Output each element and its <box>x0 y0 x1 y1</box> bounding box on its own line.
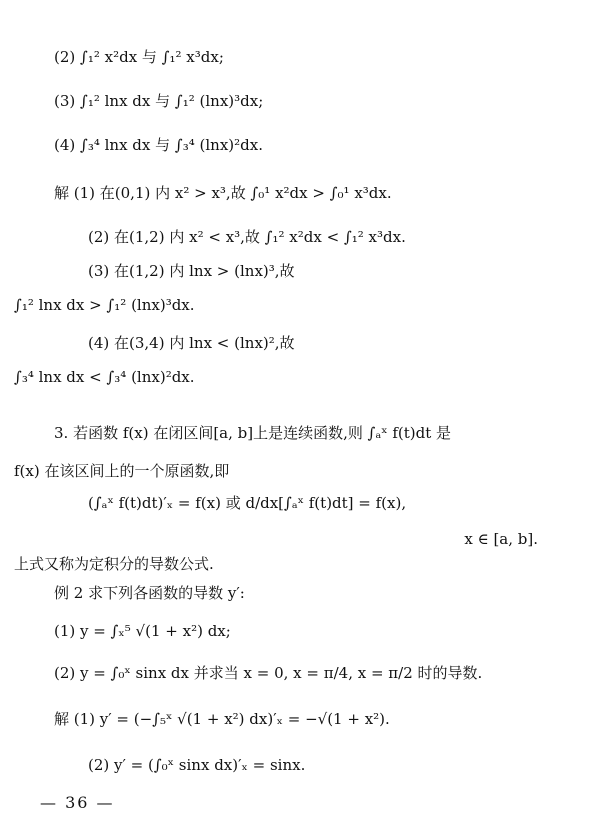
example-2-solution-2: (2) y′ = (∫₀ˣ sinx dx)′ₓ = sinx. <box>88 756 306 774</box>
solution-part-4-result: ∫₃⁴ lnx dx < ∫₃⁴ (lnx)²dx. <box>14 368 195 386</box>
derivative-formula: (∫ₐˣ f(t)dt)′ₓ = f(x) 或 d/dx[∫ₐˣ f(t)dt] = f(x), <box>88 494 407 512</box>
solution-part-1: 解 (1) 在(0,1) 内 x² > x³,故 ∫₀¹ x²dx > ∫₀¹ x³dx. <box>54 184 392 202</box>
example-2-heading: 例 2 求下列各函数的导数 y′: <box>54 584 245 602</box>
theorem-statement-cont: f(x) 在该区间上的一个原函数,即 <box>14 462 230 480</box>
solution-part-4: (4) 在(3,4) 内 lnx < (lnx)²,故 <box>88 334 295 352</box>
formula-name-note: 上式又称为定积分的导数公式. <box>14 555 214 573</box>
example-2-item-1: (1) y = ∫ₓ⁵ √(1 + x²) dx; <box>54 622 231 640</box>
solution-part-3: (3) 在(1,2) 内 lnx > (lnx)³,故 <box>88 262 295 280</box>
theorem-statement: 3. 若函数 f(x) 在闭区间[a, b]上是连续函数,则 ∫ₐˣ f(t)dt 是 <box>54 424 452 442</box>
solution-part-3-result: ∫₁² lnx dx > ∫₁² (lnx)³dx. <box>14 296 195 314</box>
solution-part-2: (2) 在(1,2) 内 x² < x³,故 ∫₁² x²dx < ∫₁² x³dx. <box>88 228 406 246</box>
exercise-item-4: (4) ∫₃⁴ lnx dx 与 ∫₃⁴ (lnx)²dx. <box>54 136 263 154</box>
formula-domain: x ∈ [a, b]. <box>464 530 538 548</box>
example-2-item-2: (2) y = ∫₀ˣ sinx dx 并求当 x = 0, x = π/4, x = π/2 时的导数. <box>54 664 483 682</box>
exercise-item-3: (3) ∫₁² lnx dx 与 ∫₁² (lnx)³dx; <box>54 92 264 110</box>
page-number: — 36 — <box>40 793 115 812</box>
example-2-solution-1: 解 (1) y′ = (−∫₅ˣ √(1 + x²) dx)′ₓ = −√(1 + x²). <box>54 710 390 728</box>
exercise-item-2: (2) ∫₁² x²dx 与 ∫₁² x³dx; <box>54 48 224 66</box>
